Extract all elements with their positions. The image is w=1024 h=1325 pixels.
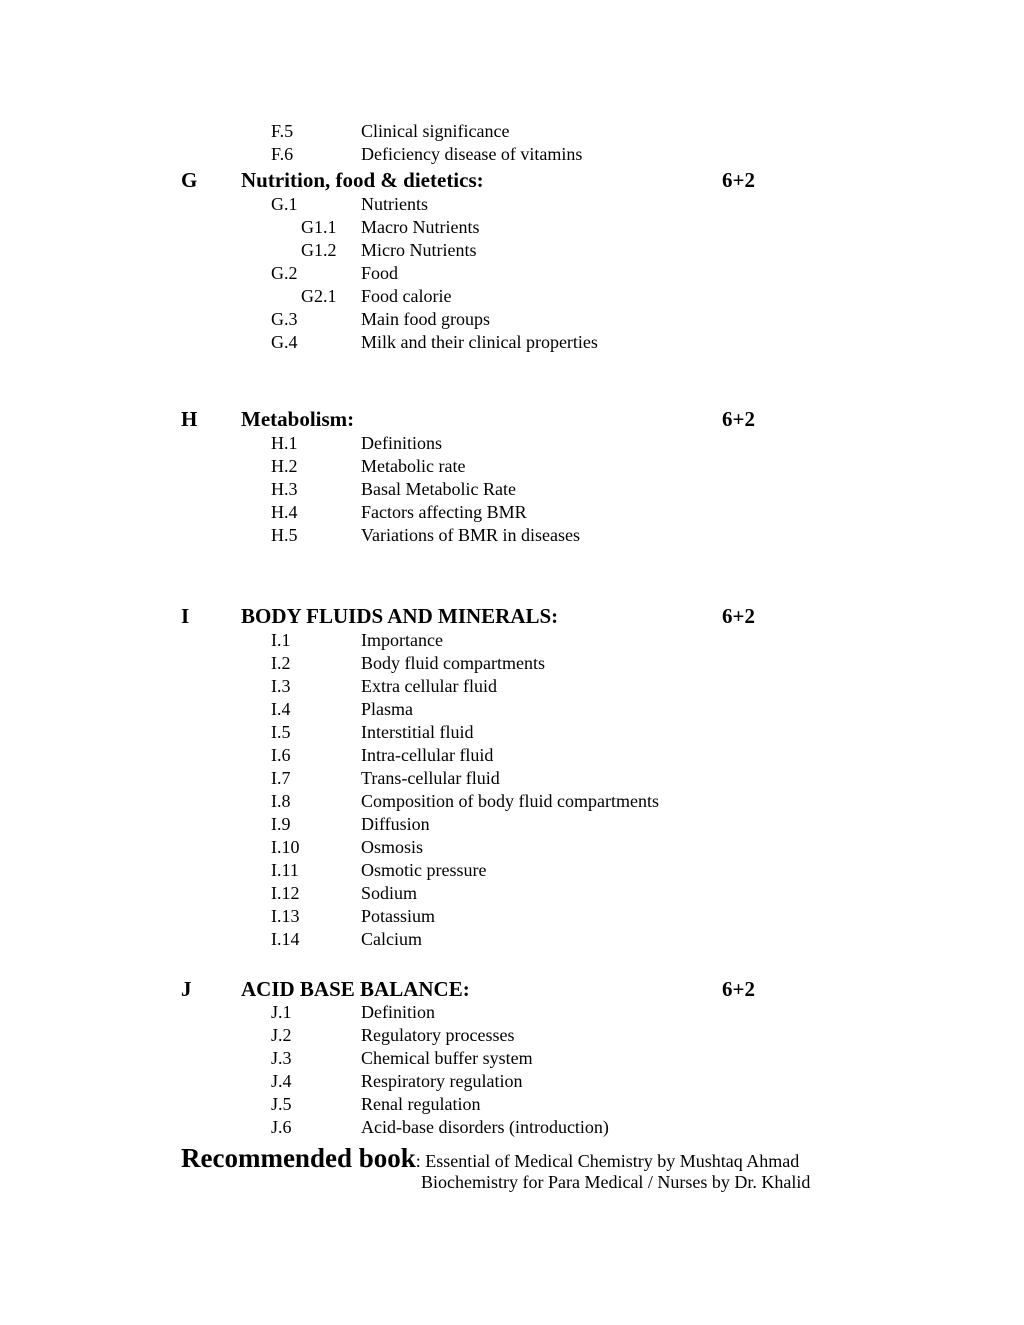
item-text: Intra-cellular fluid (361, 745, 494, 765)
item-code: G1.2 (301, 240, 337, 260)
item-text: Definitions (361, 433, 442, 453)
list-item (0, 836, 1024, 859)
list-item (0, 928, 1024, 951)
list-item (0, 501, 1024, 524)
item-code: I.8 (271, 791, 291, 811)
section-letter: J (181, 977, 192, 1001)
item-text: Factors affecting BMR (361, 502, 527, 522)
list-item (0, 859, 1024, 882)
list-item (0, 432, 1024, 455)
section-title: ACID BASE BALANCE: (241, 977, 470, 1001)
list-item (0, 744, 1024, 767)
item-text: Deficiency disease of vitamins (361, 144, 583, 164)
item-code: I.11 (271, 860, 299, 880)
list-item (0, 1024, 1024, 1047)
item-text: Clinical significance (361, 121, 510, 141)
item-text: Macro Nutrients (361, 217, 480, 237)
item-text: Definition (361, 1002, 435, 1022)
section-heading (0, 603, 1024, 629)
recommended-label: Recommended book (181, 1143, 416, 1173)
item-text: Acid-base disorders (introduction) (361, 1117, 609, 1137)
section-title: BODY FLUIDS AND MINERALS: (241, 604, 559, 628)
item-code: G.4 (271, 332, 298, 352)
list-item (0, 478, 1024, 501)
list-item (0, 262, 1024, 285)
list-item (0, 675, 1024, 698)
item-code: I.5 (271, 722, 291, 742)
section-heading (0, 976, 1024, 1002)
section-heading (0, 167, 1024, 193)
item-code: I.9 (271, 814, 291, 834)
item-code: J.3 (271, 1048, 292, 1068)
item-code: J.2 (271, 1025, 292, 1045)
item-text: Sodium (361, 883, 418, 903)
item-text: Calcium (361, 929, 422, 949)
list-item (0, 1001, 1024, 1024)
item-code: J.5 (271, 1094, 292, 1114)
item-code: G.2 (271, 263, 298, 283)
list-item (0, 455, 1024, 478)
item-text: Respiratory regulation (361, 1071, 523, 1091)
list-item (0, 308, 1024, 331)
item-text: Osmotic pressure (361, 860, 487, 880)
item-code: J.6 (271, 1117, 292, 1137)
list-item (0, 905, 1024, 928)
section-title: Metabolism: (241, 407, 355, 431)
item-code: H.5 (271, 525, 298, 545)
item-text: Chemical buffer system (361, 1048, 533, 1068)
item-code: G2.1 (301, 286, 337, 306)
section-letter: G (181, 168, 198, 192)
item-code: G.3 (271, 309, 298, 329)
item-text: Micro Nutrients (361, 240, 477, 260)
item-text: Basal Metabolic Rate (361, 479, 516, 499)
item-text: Main food groups (361, 309, 490, 329)
list-item (0, 1047, 1024, 1070)
item-code: F.6 (271, 144, 294, 164)
item-text: Potassium (361, 906, 436, 926)
list-item (0, 629, 1024, 652)
list-item (0, 790, 1024, 813)
recommended-book-2: Biochemistry for Para Medical / Nurses by Dr. Khalid (421, 1172, 811, 1192)
item-text: Nutrients (361, 194, 428, 214)
item-code: I.3 (271, 676, 291, 696)
item-text: Renal regulation (361, 1094, 481, 1114)
item-text: Metabolic rate (361, 456, 466, 476)
item-code: I.14 (271, 929, 300, 949)
item-code: I.4 (271, 699, 291, 719)
item-code: I.6 (271, 745, 291, 765)
item-code: I.2 (271, 653, 291, 673)
item-text: Variations of BMR in diseases (361, 525, 580, 545)
item-code: I.10 (271, 837, 300, 857)
list-item (0, 524, 1024, 547)
item-code: H.3 (271, 479, 298, 499)
list-item (0, 239, 1024, 262)
item-text: Body fluid compartments (361, 653, 545, 673)
recommended-book-1: : Essential of Medical Chemistry by Mushtaq Ahmad (415, 1151, 800, 1171)
item-code: G1.1 (301, 217, 337, 237)
item-code: J.1 (271, 1002, 292, 1022)
item-text: Osmosis (361, 837, 424, 857)
list-item (0, 767, 1024, 790)
item-text: Diffusion (361, 814, 430, 834)
list-item (0, 882, 1024, 905)
list-item (0, 1093, 1024, 1116)
list-item (0, 721, 1024, 744)
list-item (0, 120, 1024, 143)
item-code: H.4 (271, 502, 298, 522)
item-text: Food (361, 263, 399, 283)
item-text: Regulatory processes (361, 1025, 515, 1045)
item-code: J.4 (271, 1071, 292, 1091)
item-code: I.7 (271, 768, 291, 788)
item-code: G.1 (271, 194, 298, 214)
item-code: I.12 (271, 883, 300, 903)
item-code: I.1 (271, 630, 291, 650)
item-code: H.2 (271, 456, 298, 476)
item-code: F.5 (271, 121, 294, 141)
section-letter: H (181, 407, 198, 431)
item-text: Importance (361, 630, 443, 650)
list-item (0, 1116, 1024, 1139)
section-heading (0, 406, 1024, 432)
section-hours: 6+2 (722, 604, 755, 628)
item-text: Interstitial fluid (361, 722, 474, 742)
item-text: Milk and their clinical properties (361, 332, 598, 352)
section-hours: 6+2 (722, 977, 755, 1001)
item-code: I.13 (271, 906, 300, 926)
item-code: H.1 (271, 433, 298, 453)
item-text: Extra cellular fluid (361, 676, 497, 696)
list-item (0, 813, 1024, 836)
item-text: Plasma (361, 699, 413, 719)
list-item (0, 285, 1024, 308)
list-item (0, 193, 1024, 216)
section-hours: 6+2 (722, 407, 755, 431)
section-letter: I (181, 604, 190, 628)
section-hours: 6+2 (722, 168, 755, 192)
list-item (0, 1070, 1024, 1093)
item-text: Trans-cellular fluid (361, 768, 500, 788)
list-item (0, 331, 1024, 354)
list-item (0, 216, 1024, 239)
list-item (0, 143, 1024, 166)
item-text: Composition of body fluid compartments (361, 791, 659, 811)
section-title: Nutrition, food & dietetics: (241, 168, 484, 192)
list-item (0, 652, 1024, 675)
item-text: Food calorie (361, 286, 452, 306)
list-item (0, 698, 1024, 721)
